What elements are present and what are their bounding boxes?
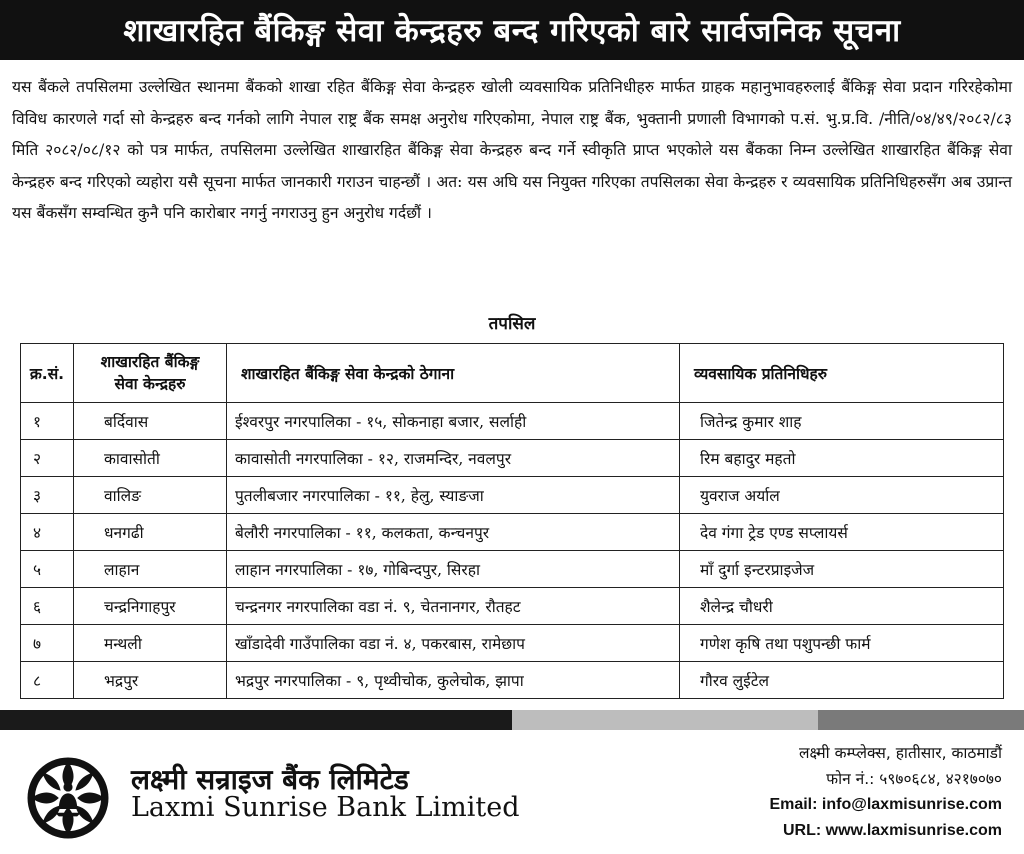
footer-stripe-dark	[0, 710, 512, 730]
header-serial: क्र.सं.	[21, 344, 74, 403]
row-address: पुतलीबजार नगरपालिका - ११, हेलु, स्याङजा	[227, 477, 680, 514]
bank-address: लक्ष्मी कम्प्लेक्स, हातीसार, काठमाडौं	[798, 744, 1002, 762]
contact-block	[769, 740, 1002, 844]
bank-email: Email: info@laxmisunrise.com	[769, 796, 1002, 813]
row-serial: ६	[21, 588, 74, 625]
row-center-name: धनगढी	[74, 514, 227, 551]
row-serial: १	[21, 403, 74, 440]
row-agent: गौरव लुईटेल	[680, 662, 1004, 699]
table-row	[21, 662, 1004, 699]
row-serial: ३	[21, 477, 74, 514]
row-serial: ४	[21, 514, 74, 551]
notice-body: यस बैंकले तपसिलमा उल्लेखित स्थानमा बैंकको शाखा रहित बैंकिङ्ग सेवा केन्द्रहरु खोली व्यवसायिक प्रतिनिधीहरु मार्फत ग्राहक महानुभावहरुलाई बैंकिङ्ग सेवा प्रदान गरिरहेकोमा विविध कारणले गर्दा सो केन्द्रहरु बन्द गर्नको लागि नेपाल राष्ट्र बैंक समक्ष अनुरोध गरिएकोमा, नेपाल राष्ट्र बैंक, भुक्तानी प्रणाली विभागको प.सं. भु.प्र.वि. /नीति/०४/४९/२०८२/८३ मिति २०८२/०८/१२ को पत्र मार्फत, तपसिलमा उल्लेखित शाखारहित बैंकिङ्ग सेवा केन्द्रहरु बन्द गर्ने स्वीकृति प्राप्त भएकोले यस बैंकका निम्न उल्लेखित शाखारहित बैंकिङ्ग सेवा केन्द्रहरु बन्द गरिएको व्यहोरा यसै सूचना मार्फत जानकारी गराउन चाहन्छौं । अत: यस अघि यस नियुक्त गरिएका तपसिलका सेवा केन्द्रहरु र व्यवसायिक प्रतिनिधिहरुसँग अब उप्रान्त यस बैंकसँग सम्वन्धित कुनै पनि कारोबार नगर्नु नगराउनु हुन अनुरोध गर्दछौं ।	[12, 78, 1012, 223]
header-center-name	[74, 344, 227, 403]
header-center-name-line1: शाखारहित बैंकिङ्ग	[100, 353, 200, 371]
row-center-name: कावासोती	[74, 440, 227, 477]
row-serial: ५	[21, 551, 74, 588]
table-row	[21, 403, 1004, 440]
row-agent: जितेन्द्र कुमार शाह	[680, 403, 1004, 440]
table-row	[21, 477, 1004, 514]
row-serial: २	[21, 440, 74, 477]
bank-name-english: Laxmi Sunrise Bank Limited	[131, 792, 520, 823]
row-address: चन्द्रनगर नगरपालिका वडा नं. ९, चेतनानगर, रौतहट	[227, 588, 680, 625]
bank-url: URL: www.laxmisunrise.com	[782, 822, 1002, 839]
row-address: ईश्वरपुर नगरपालिका - १५, सोकनाहा बजार, सर्लाही	[227, 403, 680, 440]
row-serial: ८	[21, 662, 74, 699]
header-address: शाखारहित बैंकिङ्ग सेवा केन्द्रको ठेगाना	[227, 344, 680, 403]
row-address: कावासोती नगरपालिका - १२, राजमन्दिर, नवलपुर	[227, 440, 680, 477]
row-address: बेलौरी नगरपालिका - ११, कलकता, कन्चनपुर	[227, 514, 680, 551]
row-agent: गणेश कृषि तथा पशुपन्छी फार्म	[680, 625, 1004, 662]
row-center-name: चन्द्रनिगाहपुर	[74, 588, 227, 625]
row-center-name: लाहान	[74, 551, 227, 588]
row-agent: माँ दुर्गा इन्टरप्राइजेज	[680, 551, 1004, 588]
header-center-name-line2: सेवा केन्द्रहरु	[114, 375, 186, 393]
row-address: लाहान नगरपालिका - १७, गोबिन्दपुर, सिरहा	[227, 551, 680, 588]
notice-title: शाखारहित बैंकिङ्ग सेवा केन्द्रहरु बन्द गरिएको बारे सार्वजनिक सूचना	[123, 13, 901, 49]
notice-title-bar	[0, 0, 1024, 60]
row-agent: देव गंगा ट्रेड एण्ड सप्लायर्स	[680, 514, 1004, 551]
bank-phone: फोन नं.: ५९७०६८४, ४२१७०७०	[826, 770, 1002, 788]
row-address: खाँडादेवी गाउँपालिका वडा नं. ४, पकरबास, रामेछाप	[227, 625, 680, 662]
table-row	[21, 551, 1004, 588]
header-agent: व्यवसायिक प्रतिनिधिहरु	[680, 344, 1004, 403]
lotus-deity-logo-icon	[22, 752, 114, 844]
footer-stripe-light	[512, 710, 818, 730]
table-header-row	[21, 344, 1004, 403]
row-center-name: वालिङ	[74, 477, 227, 514]
row-agent: शैलेन्द्र चौधरी	[680, 588, 1004, 625]
row-agent: रिम बहादुर महतो	[680, 440, 1004, 477]
row-center-name: मन्थली	[74, 625, 227, 662]
footer-stripe-mid	[818, 710, 1024, 730]
table-row	[21, 588, 1004, 625]
table-row	[21, 514, 1004, 551]
row-serial: ७	[21, 625, 74, 662]
row-center-name: भद्रपुर	[74, 662, 227, 699]
table-row	[21, 625, 1004, 662]
bank-name-nepali: लक्ष्मी सन्राइज बैंक लिमिटेड	[131, 763, 409, 796]
row-agent: युवराज अर्याल	[680, 477, 1004, 514]
table-caption: तपसिल	[488, 314, 536, 334]
closed-centers-table	[20, 343, 1004, 699]
table-row	[21, 440, 1004, 477]
row-center-name: बर्दिवास	[74, 403, 227, 440]
row-address: भद्रपुर नगरपालिका - ९, पृथ्वीचोक, कुलेचोक, झापा	[227, 662, 680, 699]
